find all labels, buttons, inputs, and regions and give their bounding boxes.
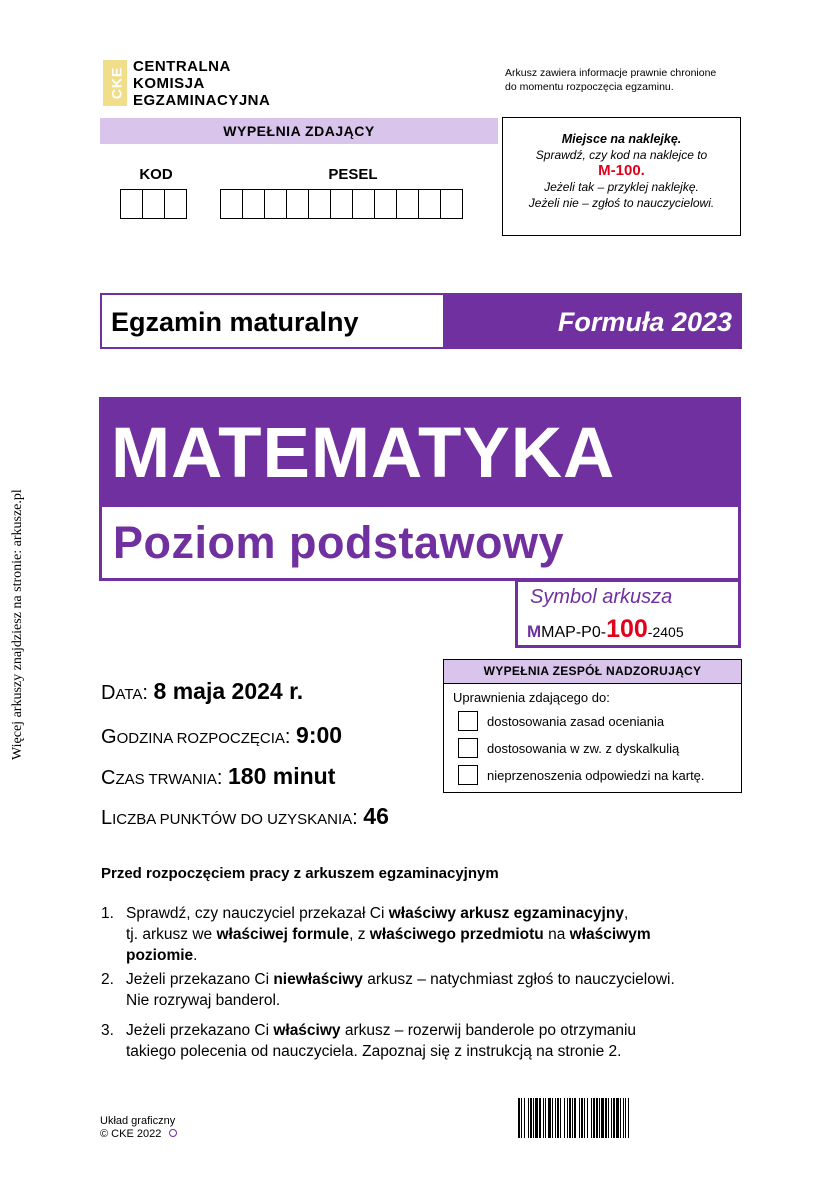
side-note: Więcej arkuszy znajdziesz na stronie: arkusze.pl [10,489,25,760]
kod-label: KOD [139,166,173,183]
symbol-label: Symbol arkusza [530,586,673,608]
kod-boxes[interactable] [120,189,186,219]
candidate-fill-band: WYPEŁNIA ZDAJĄCY [100,118,498,144]
instruction-item: 2. Jeżeli przekazano Ci niewłaściwy arkusz – natychmiast zgłoś to nauczycielowi. Nie rozrywaj banderol. [101,971,675,1009]
pesel-box[interactable] [440,189,463,219]
exam-formula: Formuła 2023 [440,295,740,347]
instruction-item: 1. Sprawdź, czy nauczyciel przekazał Ci właściwy arkusz egzaminacyjny, tj. arkusz we właściwej formule, z właściwego przedmiotu na właściwym poziomie. [101,905,651,964]
checkbox[interactable] [458,738,478,758]
exam-bar [100,293,742,349]
pesel-box[interactable] [374,189,397,219]
subject-title: MATEMATYKA [111,414,616,493]
pesel-label: PESEL [328,166,378,183]
pesel-box[interactable] [264,189,287,219]
pesel-box[interactable] [330,189,353,219]
pesel-boxes[interactable] [220,189,462,219]
instructions-title: Przed rozpoczęciem pracy z arkuszem egzaminacyjnym [101,865,499,882]
pesel-box[interactable] [242,189,265,219]
kod-box[interactable] [164,189,187,219]
subject-block [99,397,741,507]
checkbox[interactable] [458,765,478,785]
exam-start-time: GODZINA ROZPOCZĘCIA: 9:00 [101,722,343,748]
pesel-box[interactable] [286,189,309,219]
option-row[interactable]: dostosowania w zw. z dyskalkulią [458,738,679,758]
level-box [99,507,741,581]
circle-icon [169,1129,177,1137]
checkbox[interactable] [458,711,478,731]
cke-logo-text: CENTRALNA KOMISJA EGZAMINACYJNA [133,58,271,109]
level-title: Poziom podstawowy [113,517,565,568]
barcode-bar [629,1098,631,1138]
cke-logo-mark: CKE [103,60,127,106]
exam-name: Egzamin maturalny [111,307,359,337]
option-row[interactable]: nieprzenoszenia odpowiedzi na kartę. [458,765,705,785]
exam-points: LICZBA PUNKTÓW DO UZYSKANIA: 46 [101,803,389,829]
sticker-area: Miejsce na naklejkę. Sprawdź, czy kod na naklejce to M-100. Jeżeli tak – przyklej naklejkę. Jeżeli nie – zgłoś to nauczycielowi. [502,117,741,236]
pesel-box[interactable] [220,189,243,219]
footer: Układ graficzny © CKE 2022 [100,1115,177,1141]
pesel-box[interactable] [396,189,419,219]
barcode [518,1098,740,1138]
supervisor-box: WYPEŁNIA ZESPÓŁ NADZORUJĄCY Uprawnienia zdającego do: dostosowania zasad oceniania dostosowania w zw. z dyskalkulią nieprzenoszenia odpowiedzi na kartę. [443,659,742,793]
legal-notice: Arkusz zawiera informacje prawnie chronione do momentu rozpoczęcia egzaminu. [505,67,717,93]
pesel-box[interactable] [352,189,375,219]
pesel-box[interactable] [308,189,331,219]
symbol-box [515,580,741,648]
symbol-code: MMAP-P0-100-2405 [527,615,684,643]
kod-box[interactable] [120,189,143,219]
sticker-code: M-100 [598,162,641,179]
instruction-item: 3. Jeżeli przekazano Ci właściwy arkusz – rozerwij banderole po otrzymaniu takiego polecenia od nauczyciela. Zapoznaj się z instrukcją na stronie 2. [101,1022,637,1060]
exam-date: DATA: 8 maja 2024 r. [101,678,304,704]
exam-duration: CZAS TRWANIA: 180 minut [101,763,336,789]
option-row[interactable]: dostosowania zasad oceniania [458,711,664,731]
pesel-box[interactable] [418,189,441,219]
kod-box[interactable] [142,189,165,219]
